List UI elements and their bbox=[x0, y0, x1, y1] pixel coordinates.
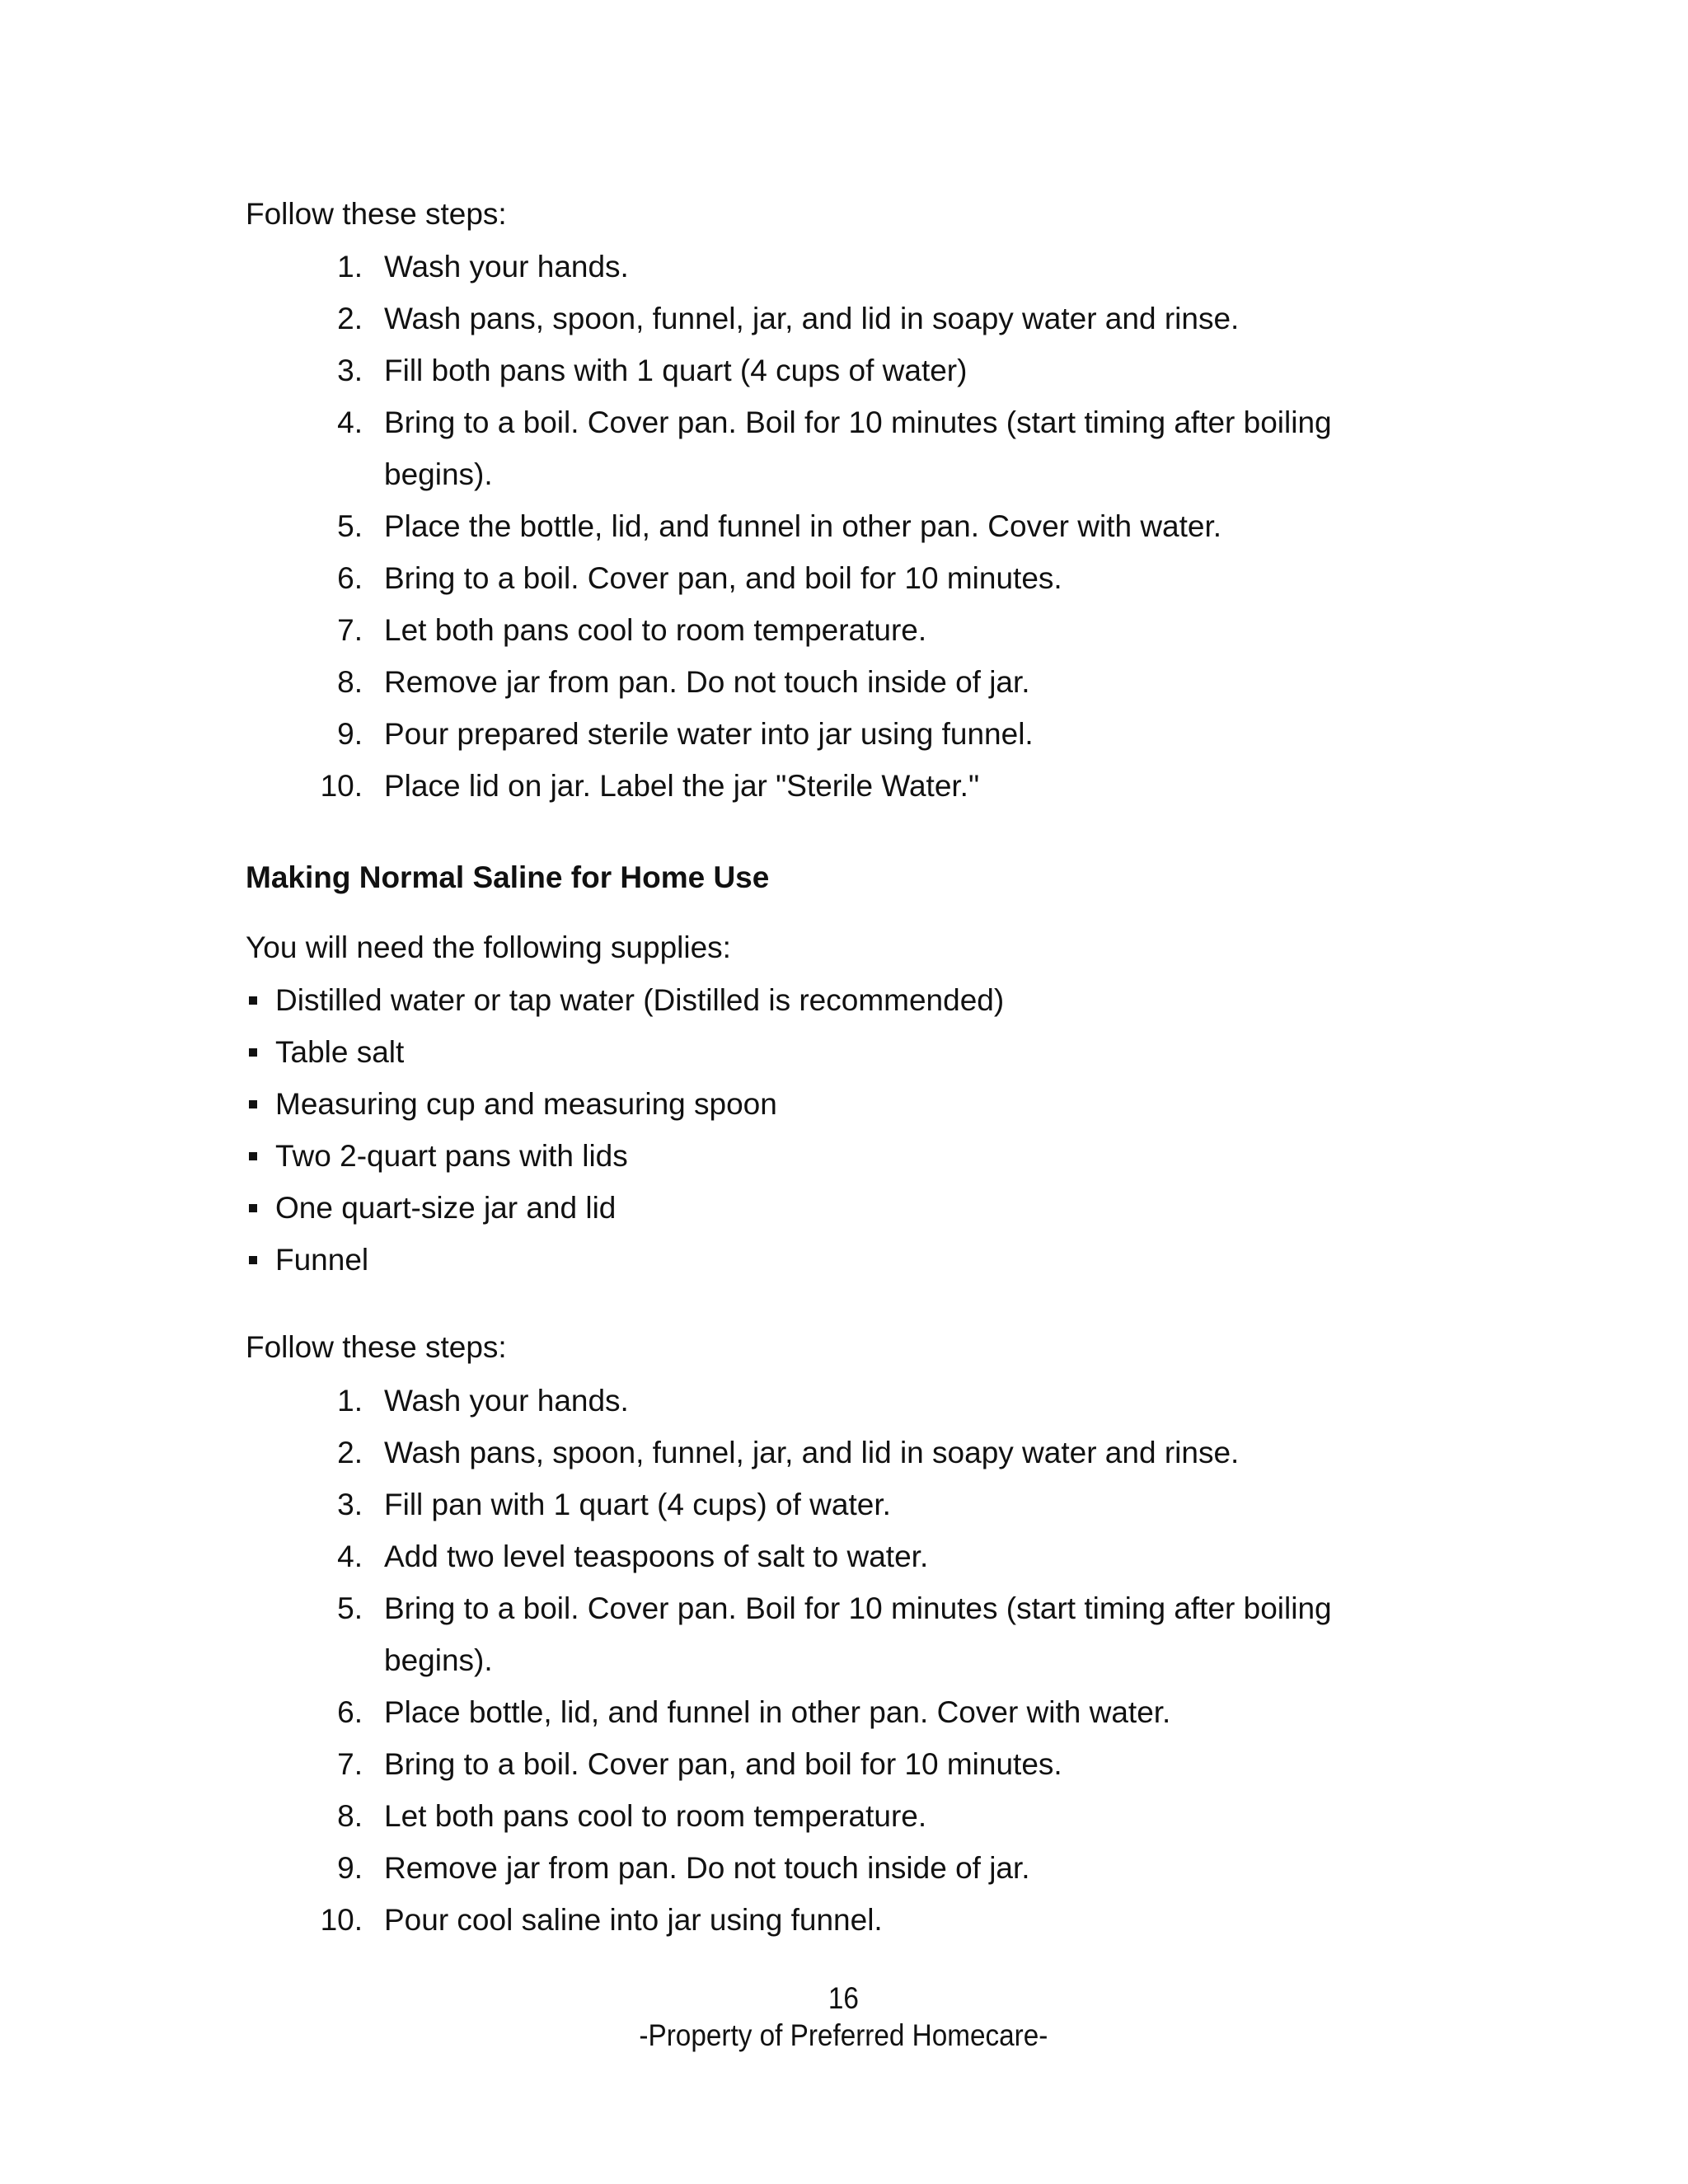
list-item bbox=[0, 1894, 1688, 1946]
step-text: Place the bottle, lid, and funnel in other pan. Cover with water. bbox=[384, 509, 1222, 543]
step-number: 2. bbox=[337, 302, 363, 335]
step-number: 3. bbox=[337, 354, 363, 387]
list-item bbox=[0, 1078, 1688, 1130]
step-text: Wash pans, spoon, funnel, jar, and lid in soapy water and rinse. bbox=[384, 1436, 1240, 1469]
list-item bbox=[0, 241, 1688, 293]
step-text: Let both pans cool to room temperature. bbox=[384, 613, 927, 647]
list-item bbox=[0, 1582, 1688, 1686]
bullet-icon bbox=[249, 1152, 257, 1160]
step-number: 6. bbox=[337, 1695, 363, 1729]
step-text: Place lid on jar. Label the jar "Sterile Water." bbox=[384, 769, 980, 803]
supplies-list bbox=[0, 974, 1688, 1286]
bullet-icon bbox=[249, 996, 257, 1005]
list-item bbox=[0, 1026, 1688, 1078]
step-number: 8. bbox=[337, 1799, 363, 1833]
step-text: Wash your hands. bbox=[384, 1384, 629, 1418]
step-number: 3. bbox=[337, 1488, 363, 1521]
bullet-icon bbox=[249, 1100, 257, 1108]
bullet-icon bbox=[249, 1256, 257, 1264]
step-number: 6. bbox=[337, 561, 363, 595]
supplies-intro: You will need the following supplies: bbox=[246, 930, 731, 964]
list-item bbox=[0, 1130, 1688, 1182]
list-item bbox=[0, 1427, 1688, 1479]
step-text-line-1: Bring to a boil. Cover pan. Boil for 10 minutes (start timing after boiling bbox=[384, 405, 1332, 439]
bullet-icon bbox=[249, 1204, 257, 1212]
list-item bbox=[0, 974, 1688, 1026]
list-item bbox=[0, 1530, 1688, 1582]
list-item bbox=[0, 656, 1688, 708]
step-number: 5. bbox=[337, 1591, 363, 1625]
supply-text: Two 2-quart pans with lids bbox=[275, 1139, 628, 1173]
step-number: 2. bbox=[337, 1436, 363, 1469]
step-text: Pour prepared sterile water into jar using funnel. bbox=[384, 717, 1034, 751]
list-item bbox=[0, 1790, 1688, 1842]
step-text: Bring to a boil. Cover pan, and boil for 10 minutes. bbox=[384, 1747, 1062, 1781]
steps-intro-1: Follow these steps: bbox=[246, 197, 507, 231]
supply-text: Table salt bbox=[275, 1035, 405, 1069]
list-item bbox=[0, 293, 1688, 344]
step-text bbox=[384, 396, 1332, 500]
step-text: Remove jar from pan. Do not touch inside of jar. bbox=[384, 1851, 1030, 1885]
step-text: Add two level teaspoons of salt to water. bbox=[384, 1540, 929, 1573]
list-item bbox=[0, 1375, 1688, 1427]
list-item bbox=[0, 1686, 1688, 1738]
list-item bbox=[0, 604, 1688, 656]
page-number: 16 bbox=[828, 1981, 859, 2015]
list-item bbox=[0, 1234, 1688, 1286]
step-number: 4. bbox=[337, 405, 363, 439]
step-text: Wash your hands. bbox=[384, 250, 629, 284]
list-item bbox=[0, 1842, 1688, 1894]
step-number: 1. bbox=[337, 1384, 363, 1418]
step-number: 4. bbox=[337, 1540, 363, 1573]
step-number: 7. bbox=[337, 1747, 363, 1781]
list-item bbox=[0, 396, 1688, 500]
step-number: 1. bbox=[337, 250, 363, 284]
list-item bbox=[0, 552, 1688, 604]
step-number: 8. bbox=[337, 665, 363, 699]
supply-text: Funnel bbox=[275, 1243, 369, 1277]
supply-text: Measuring cup and measuring spoon bbox=[275, 1087, 777, 1121]
step-number: 10. bbox=[320, 1903, 363, 1937]
list-item bbox=[0, 1738, 1688, 1790]
step-text: Wash pans, spoon, funnel, jar, and lid in soapy water and rinse. bbox=[384, 302, 1240, 335]
step-text-line-1: Bring to a boil. Cover pan. Boil for 10 minutes (start timing after boiling bbox=[384, 1591, 1332, 1625]
step-text bbox=[384, 1582, 1332, 1686]
step-number: 10. bbox=[320, 769, 363, 803]
step-text: Fill pan with 1 quart (4 cups) of water. bbox=[384, 1488, 891, 1521]
supply-text: Distilled water or tap water (Distilled is recommended) bbox=[275, 983, 1005, 1017]
section-heading: Making Normal Saline for Home Use bbox=[246, 860, 770, 894]
step-text-line-2: begins). bbox=[384, 1643, 493, 1677]
step-text: Let both pans cool to room temperature. bbox=[384, 1799, 927, 1833]
step-number: 5. bbox=[337, 509, 363, 543]
list-item bbox=[0, 344, 1688, 396]
step-number: 9. bbox=[337, 1851, 363, 1885]
steps-intro-2: Follow these steps: bbox=[246, 1330, 507, 1364]
step-text: Pour cool saline into jar using funnel. bbox=[384, 1903, 883, 1937]
list-item bbox=[0, 1182, 1688, 1234]
supply-text: One quart-size jar and lid bbox=[275, 1191, 617, 1225]
step-text: Fill both pans with 1 quart (4 cups of water) bbox=[384, 354, 968, 387]
bullet-icon bbox=[249, 1048, 257, 1057]
list-item bbox=[0, 1479, 1688, 1530]
footer-property: -Property of Preferred Homecare- bbox=[639, 2018, 1048, 2052]
step-text: Place bottle, lid, and funnel in other pan. Cover with water. bbox=[384, 1695, 1171, 1729]
step-text-line-2: begins). bbox=[384, 457, 493, 491]
list-item bbox=[0, 708, 1688, 760]
step-number: 7. bbox=[337, 613, 363, 647]
step-text: Remove jar from pan. Do not touch inside of jar. bbox=[384, 665, 1030, 699]
step-number: 9. bbox=[337, 717, 363, 751]
steps-list-2 bbox=[0, 1375, 1688, 1946]
step-text: Bring to a boil. Cover pan, and boil for 10 minutes. bbox=[384, 561, 1062, 595]
steps-list-1 bbox=[0, 241, 1688, 812]
list-item bbox=[0, 760, 1688, 812]
list-item bbox=[0, 500, 1688, 552]
